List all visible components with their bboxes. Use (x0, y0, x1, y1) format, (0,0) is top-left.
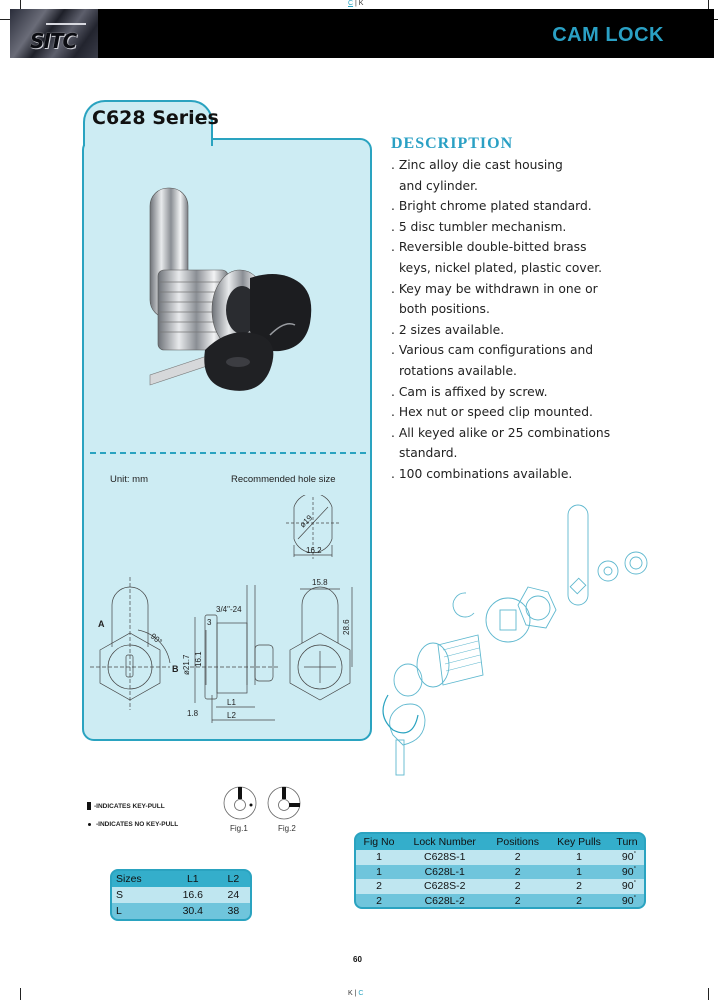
table-cell: 2 (487, 879, 548, 894)
table-cell: 2 (356, 894, 402, 909)
dimension-drawing (90, 575, 360, 725)
svg-text:B: B (172, 664, 179, 674)
table-row (356, 894, 644, 909)
dashed-divider (90, 452, 366, 454)
table-cell: C628S-1 (402, 850, 487, 865)
description-item: and cylinder. (399, 178, 478, 193)
svg-text:1.8: 1.8 (187, 709, 199, 718)
tab-joint (85, 136, 211, 142)
description-item: keys, nickel plated, plastic cover. (399, 260, 603, 275)
description-item: . All keyed alike or 25 combinations (391, 425, 611, 440)
col-header: Lock Number (402, 834, 487, 850)
legend (87, 797, 178, 833)
table-cell: C628L-1 (402, 865, 487, 880)
logo-mark-icon: SITC (30, 29, 77, 53)
table-cell: 2 (548, 894, 610, 909)
logo-bar (46, 23, 86, 25)
product-photo (130, 170, 320, 415)
col-header: Sizes (112, 871, 169, 887)
svg-text:L1: L1 (227, 698, 236, 707)
col-header: L1 (169, 871, 217, 887)
hole-size-drawing (280, 495, 350, 565)
table-row (356, 850, 644, 865)
page-number: 60 (353, 955, 362, 964)
table-header-row (112, 871, 250, 887)
series-title: C628 Series (92, 107, 219, 129)
svg-text:A: A (98, 619, 105, 629)
description-item: . Reversible double-bitted brass (391, 240, 587, 255)
registration-mark-bottom: K | C (348, 990, 364, 997)
crop-mark (20, 988, 21, 1000)
table-cell: 2 (548, 879, 610, 894)
description-item: standard. (399, 446, 458, 461)
table-cell: 90° (610, 879, 644, 894)
table-cell: 90° (610, 850, 644, 865)
crop-mark (708, 0, 709, 9)
table-cell: 2 (356, 879, 402, 894)
table-cell: 1 (548, 865, 610, 880)
description-item: . 5 disc tumbler mechanism. (391, 219, 567, 234)
svg-text:16.2: 16.2 (306, 546, 322, 555)
svg-text:3/4"-24: 3/4"-24 (216, 605, 242, 614)
description-item: . Key may be withdrawn in one or (391, 281, 598, 296)
fig1-diagram (222, 785, 258, 821)
table-cell: 2 (487, 850, 548, 865)
key-pull-icon (87, 802, 91, 810)
svg-text:3: 3 (207, 618, 212, 627)
col-header: L2 (217, 871, 250, 887)
col-header: Key Pulls (548, 834, 610, 850)
table-cell: 1 (356, 850, 402, 865)
table-cell: 2 (487, 894, 548, 909)
table-cell: 90° (610, 894, 644, 909)
registration-mark-top: C | K (348, 0, 364, 7)
description-item: . 2 sizes available. (391, 322, 505, 337)
svg-text:16.1: 16.1 (194, 651, 203, 667)
svg-text:L2: L2 (227, 711, 236, 720)
table-row (112, 887, 250, 903)
sizes-table (110, 869, 252, 921)
description-item: . Zinc alloy die cast housing (391, 158, 563, 172)
svg-text:ø21.7: ø21.7 (182, 654, 191, 675)
table-cell: 1 (356, 865, 402, 880)
crop-mark (708, 988, 709, 1000)
table-row (112, 903, 250, 919)
table-cell: 16.6 (169, 887, 217, 903)
exploded-view-illustration (378, 495, 668, 785)
table-header-row (356, 834, 644, 850)
page-header (10, 9, 714, 58)
description-title: DESCRIPTION (391, 135, 514, 152)
description-item: . Various cam configurations and (391, 343, 594, 358)
fig1-label: Fig.1 (230, 824, 248, 833)
fig2-diagram (266, 785, 302, 821)
page-title: CAM LOCK (552, 24, 664, 46)
table-cell: C628S-2 (402, 879, 487, 894)
hole-size-label: Recommended hole size (231, 474, 336, 485)
description-item: . Hex nut or speed clip mounted. (391, 405, 593, 420)
table-cell: 30.4 (169, 903, 217, 919)
col-header: Fig No (356, 834, 402, 850)
description-item: . Cam is affixed by screw. (391, 384, 548, 399)
crop-mark (20, 0, 21, 9)
table-cell: 24 (217, 887, 250, 903)
col-header: Turn (610, 834, 644, 850)
description-list (391, 155, 691, 485)
table-cell: 1 (548, 850, 610, 865)
svg-text:90°: 90° (148, 631, 164, 647)
table-cell: 2 (487, 865, 548, 880)
unit-label: Unit: mm (110, 474, 148, 485)
table-cell: C628L-2 (402, 894, 487, 909)
table-cell: 38 (217, 903, 250, 919)
legend-no-key-pull: -INDICATES NO KEY-PULL (87, 815, 178, 833)
logo (10, 9, 98, 58)
col-header: Positions (487, 834, 548, 850)
fig2-label: Fig.2 (278, 824, 296, 833)
svg-text:28.6: 28.6 (342, 619, 351, 635)
svg-text:ø19: ø19 (298, 513, 315, 530)
no-key-pull-icon (88, 823, 91, 826)
crop-mark (0, 19, 10, 20)
description-item: . Bright chrome plated standard. (391, 199, 592, 214)
table-cell: S (112, 887, 169, 903)
svg-text:15.8: 15.8 (312, 578, 328, 587)
table-cell: 90° (610, 865, 644, 880)
legend-key-pull: -INDICATES KEY-PULL (87, 797, 178, 815)
table-row (356, 879, 644, 894)
table-row (356, 865, 644, 880)
spec-table (354, 832, 646, 909)
table-cell: L (112, 903, 169, 919)
description-item: rotations available. (399, 363, 517, 378)
description-item: . 100 combinations available. (391, 466, 573, 481)
description-item: both positions. (399, 302, 490, 317)
